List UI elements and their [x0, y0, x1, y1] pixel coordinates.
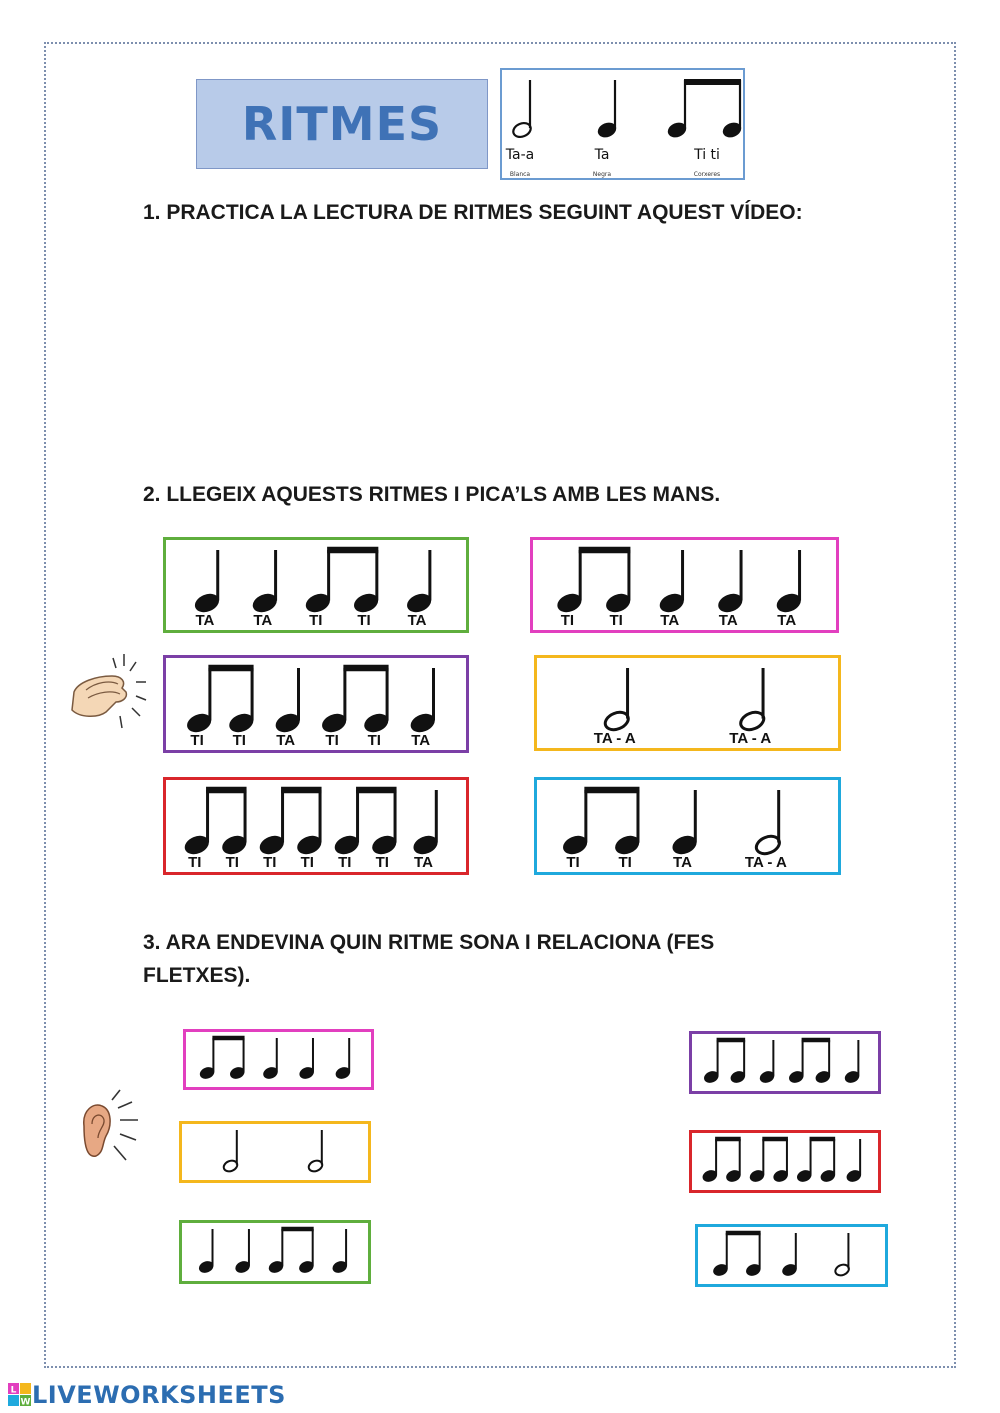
- syllable-label: TI: [566, 854, 580, 871]
- syllable-label: TI: [609, 612, 623, 629]
- syllable-label: TI: [232, 732, 246, 749]
- page-title: RITMES: [241, 97, 443, 151]
- eighth-note: [295, 790, 323, 857]
- syllable-label: TA: [777, 612, 797, 629]
- rhythm-notation: [692, 1133, 878, 1190]
- rhythm-notation: [166, 540, 466, 630]
- eighth-note: [199, 1038, 216, 1080]
- eighth-note: [788, 1040, 805, 1084]
- half-note: [834, 1233, 851, 1277]
- section3-heading: [143, 926, 714, 992]
- legend-name-1: Blanca: [509, 171, 531, 178]
- quarter-note: [198, 1229, 215, 1274]
- legend-symbol-1: Ta-a: [505, 147, 535, 163]
- half-note: [307, 1130, 324, 1173]
- listen-right-card-1[interactable]: [689, 1031, 881, 1094]
- eighth-note: [370, 790, 398, 857]
- quarter-note: [670, 790, 698, 857]
- legend-symbol-3: Ti ti: [694, 147, 720, 163]
- syllable-label: TA - A: [729, 730, 772, 747]
- quarter-note: [845, 1139, 862, 1183]
- half-note: [738, 668, 766, 733]
- syllable-label: TA: [660, 612, 680, 629]
- eighth-note: [613, 790, 641, 857]
- syllable-label: TA: [195, 612, 215, 629]
- quarter-note: [775, 550, 803, 615]
- eighth-note: [352, 550, 380, 615]
- eighth-note: [304, 550, 332, 615]
- note-legend-figure: [502, 70, 743, 178]
- rhythm-notation: [182, 1223, 368, 1281]
- syllable-label: TA: [414, 854, 433, 871]
- syllable-label: TA - A: [744, 854, 787, 871]
- eighth-note: [749, 1139, 766, 1183]
- rhythm-notation: [166, 658, 466, 750]
- eighth-note: [772, 1139, 789, 1183]
- eighth-note: [227, 668, 255, 735]
- syllable-label: TA: [276, 732, 296, 749]
- eighth-note: [729, 1040, 746, 1084]
- syllable-label: TA: [718, 612, 738, 629]
- syllable-label: TI: [300, 854, 314, 871]
- syllable-label: TI: [560, 612, 575, 629]
- rhythm-notation: [166, 780, 466, 872]
- eighth-note: [229, 1038, 246, 1080]
- half-note: [754, 790, 782, 857]
- quarter-note: [335, 1038, 352, 1080]
- eighth-note: [298, 1229, 315, 1274]
- half-note: [603, 668, 631, 733]
- quarter-note: [234, 1229, 251, 1274]
- quarter-note: [716, 550, 744, 615]
- syllable-label: TI: [263, 854, 277, 871]
- eighth-note: [604, 550, 632, 615]
- section3-heading-line2: FLETXES).: [143, 964, 251, 987]
- legend-name-2: Negra: [592, 171, 612, 178]
- eighth-note: [814, 1040, 831, 1084]
- half-note: [222, 1130, 239, 1173]
- title-banner: [196, 79, 488, 169]
- eighth-note: [362, 668, 390, 735]
- syllable-label: TA: [253, 612, 273, 629]
- eighth-note: [333, 790, 361, 857]
- rhythm-card-1: [163, 537, 469, 633]
- syllable-label: TA: [407, 612, 427, 629]
- rhythm-notation: [537, 780, 838, 872]
- syllable-label: TA: [411, 732, 431, 749]
- eighth-note: [725, 1139, 742, 1183]
- rhythm-card-4: [534, 655, 841, 751]
- clapping-hands-icon: [66, 652, 158, 738]
- quarter-note: [274, 668, 302, 735]
- eighth-note: [185, 668, 213, 735]
- section3-heading-line1: 3. ARA ENDEVINA QUIN RITME SONA I RELACIONA (FES: [143, 931, 715, 954]
- quarter-note: [411, 790, 439, 857]
- syllable-label: TI: [618, 854, 632, 871]
- listen-left-card-1[interactable]: [183, 1029, 374, 1090]
- syllable-label: TI: [375, 854, 389, 871]
- quarter-note: [658, 550, 686, 615]
- eighth-note: [561, 790, 589, 857]
- section2-heading: 2. LLEGEIX AQUESTS RITMES I PICA’LS AMB LES MANS.: [143, 483, 721, 506]
- eighth-note: [712, 1233, 729, 1277]
- quarter-note: [298, 1038, 315, 1080]
- brand-name: LIVEWORKSHEETS: [32, 1381, 286, 1409]
- legend-name-3: Corxeres: [693, 171, 721, 178]
- eighth-note: [555, 550, 583, 615]
- eighth-note: [745, 1233, 762, 1277]
- logo-letter-l: L: [10, 1385, 17, 1396]
- rhythm-notation: [182, 1124, 368, 1180]
- syllable-label: TI: [367, 732, 381, 749]
- quarter-note: [844, 1040, 861, 1084]
- quarter-note: [251, 550, 279, 615]
- liveworksheets-logo: [8, 1381, 286, 1409]
- syllable-label: TI: [338, 854, 352, 871]
- eighth-note: [268, 1229, 285, 1274]
- eighth-note: [701, 1139, 718, 1183]
- logo-letter-w: W: [20, 1397, 31, 1407]
- quarter-note: [262, 1038, 279, 1080]
- listen-right-card-3[interactable]: [695, 1224, 888, 1287]
- rhythm-card-5: [163, 777, 469, 875]
- ear-listening-icon: [74, 1086, 146, 1172]
- listen-left-card-2[interactable]: [179, 1121, 371, 1183]
- syllable-label: TI: [190, 732, 204, 749]
- eighth-note: [320, 668, 348, 735]
- note-legend: [500, 68, 745, 180]
- syllable-label: TA: [673, 854, 692, 871]
- logo-mark-icon: [8, 1383, 32, 1407]
- legend-symbol-2: Ta: [594, 147, 610, 163]
- rhythm-card-6: [534, 777, 841, 875]
- section1-heading: 1. PRACTICA LA LECTURA DE RITMES SEGUINT AQUEST VÍDEO:: [143, 201, 803, 224]
- eighth-note: [220, 790, 248, 857]
- rhythm-notation: [533, 540, 836, 630]
- quarter-note: [409, 668, 437, 735]
- quarter-note: [759, 1040, 776, 1084]
- eighth-note: [258, 790, 286, 857]
- syllable-label: TA - A: [593, 730, 636, 747]
- syllable-label: TI: [325, 732, 339, 749]
- rhythm-notation: [698, 1227, 885, 1284]
- syllable-label: TI: [309, 612, 323, 629]
- quarter-note: [781, 1233, 798, 1277]
- syllable-label: TI: [357, 612, 371, 629]
- eighth-note: [183, 790, 211, 857]
- quarter-note: [405, 550, 433, 615]
- eighth-note: [703, 1040, 720, 1084]
- rhythm-card-3: [163, 655, 469, 753]
- quarter-note: [193, 550, 221, 615]
- rhythm-notation: [692, 1034, 878, 1091]
- rhythm-notation: [186, 1032, 371, 1087]
- eighth-note: [796, 1139, 813, 1183]
- listen-right-card-2[interactable]: [689, 1130, 881, 1193]
- rhythm-notation: [537, 658, 838, 748]
- rhythm-card-2: [530, 537, 839, 633]
- syllable-label: TI: [188, 854, 202, 871]
- quarter-note: [331, 1229, 348, 1274]
- eighth-note: [819, 1139, 836, 1183]
- listen-left-card-3[interactable]: [179, 1220, 371, 1284]
- syllable-label: TI: [225, 854, 239, 871]
